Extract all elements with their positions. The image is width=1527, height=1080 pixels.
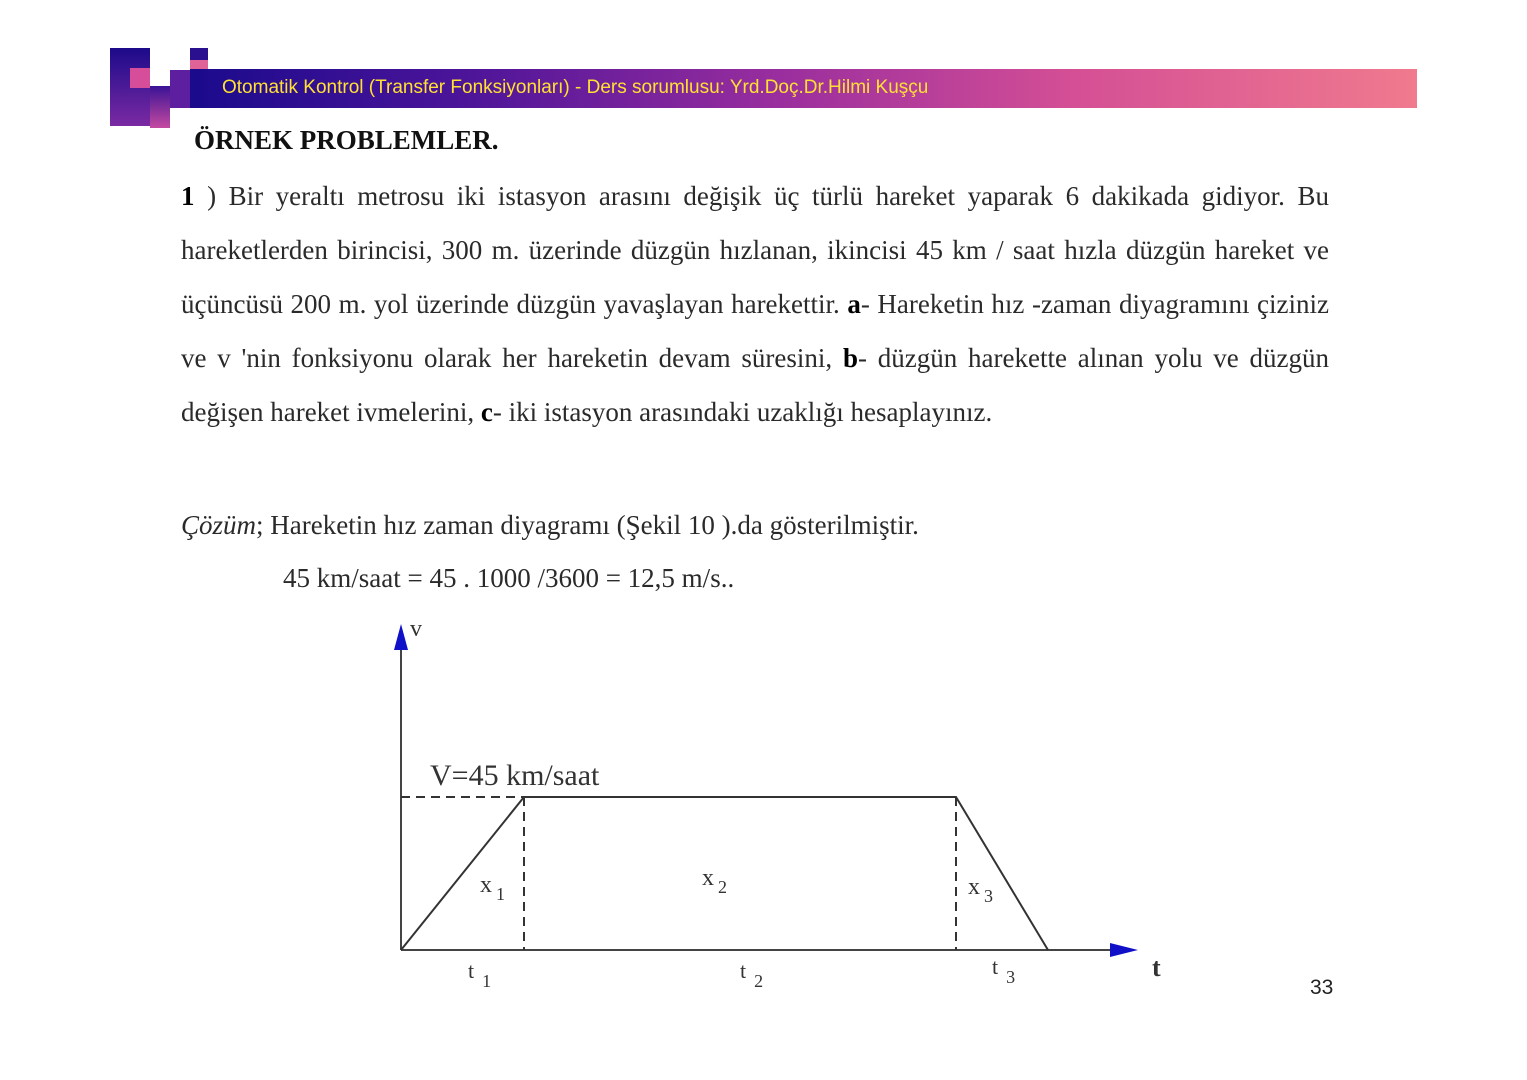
problem-text bbox=[181, 169, 1329, 439]
time-t1-label: t $_1$ bbox=[468, 958, 492, 991]
time-t2-label: t $_2$ bbox=[740, 958, 764, 991]
label-b: b bbox=[842, 343, 858, 373]
y-axis-label: v bbox=[410, 616, 422, 642]
problem-part-a: - Hareketin hız -zaman diyagramını çiziniz ve v 'nin fonksiyonu olarak her hareketin devam süresini, bbox=[181, 289, 1329, 373]
x-axis-arrow bbox=[1110, 943, 1138, 957]
area-x2-label: x $_2$ bbox=[702, 865, 727, 897]
solution-label: Çözüm bbox=[181, 510, 257, 540]
area-x3-label: x $_3$ bbox=[968, 874, 993, 906]
problem-number: 1 bbox=[181, 181, 195, 211]
label-c: c bbox=[480, 397, 493, 427]
area-x1-label: x $_1$ bbox=[480, 872, 505, 904]
problem-part-b: - düzgün harekette alınan yolu ve düzgün değişen hareket ivmelerini, bbox=[181, 343, 1329, 427]
y-axis-arrow bbox=[394, 624, 408, 650]
solution-text: ; Hareketin hız zaman diyagramı (Şekil 10 ).da gösterilmiştir. bbox=[256, 510, 919, 540]
label-a: a bbox=[847, 289, 861, 319]
problem-part-c: - iki istasyon arasındaki uzaklığı hesaplayınız. bbox=[492, 397, 993, 427]
x-axis-label: t bbox=[1152, 953, 1161, 982]
page-number: 33 bbox=[1310, 976, 1334, 999]
header-banner bbox=[190, 69, 1417, 108]
section-heading: ÖRNEK PROBLEMLER. bbox=[194, 125, 499, 155]
time-t3-label: t $_3$ bbox=[992, 954, 1016, 987]
conversion-formula: 45 km/saat = 45 . 1000 /3600 = 12,5 m/s.. bbox=[283, 563, 735, 593]
solution-line bbox=[181, 510, 919, 541]
header-title: Otomatik Kontrol (Transfer Fonksiyonları) - Ders sorumlusu: Yrd.Doç.Dr.Hilmi Kuşçu bbox=[222, 77, 929, 98]
speed-label: V=45 km/saat bbox=[430, 759, 600, 792]
velocity-profile bbox=[401, 797, 1048, 950]
velocity-time-diagram bbox=[380, 610, 1180, 1000]
problem-body: ) Bir yeraltı metrosu iki istasyon arasını değişik üç türlü hareket yaparak 6 dakikada gidiyor. Bu hareketlerden birincisi, 300 m. üzerinde düzgün hızlanan, ikincisi 45 km / saat hızla düzgün hareket ve üçüncüsü 200 m. yol üzerinde düzgün yavaşlayan harekettir. bbox=[181, 181, 1329, 319]
